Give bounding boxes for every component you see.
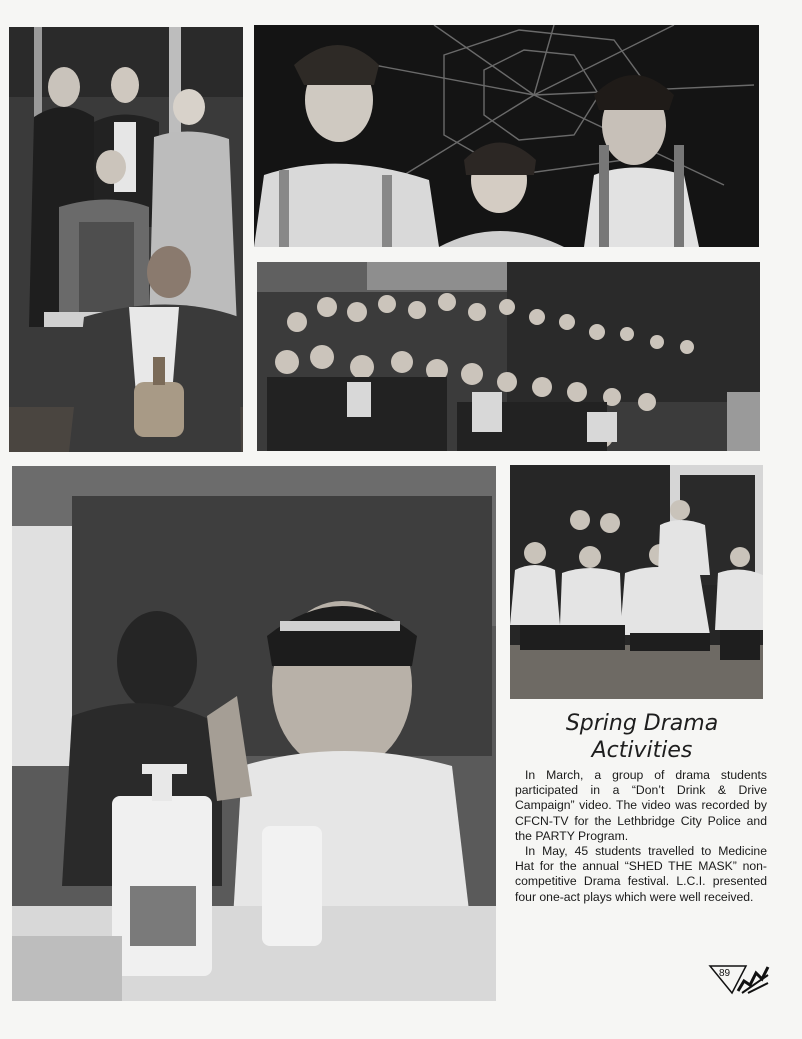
article-paragraph: In May, 45 students travelled to Medicine Hat for the annual “SHED THE MASK” non-competitive Drama festival. L.C.I. presented four one-act plays which were well received.: [515, 844, 767, 904]
title-line-2: Activities: [591, 738, 693, 763]
article-body: [515, 768, 767, 905]
makeup-mirror-photo: [12, 466, 496, 1001]
cast-group-photo: [9, 27, 243, 452]
article-paragraph: In March, a group of drama students participated in a “Don’t Drink & Drive Campaign” video. The video was recorded by CFCN-TV for the Lethbridge City Police and the PARTY Program.: [515, 768, 767, 843]
clowns-on-stage-photo: [510, 465, 763, 699]
article-title: [520, 710, 764, 764]
audience-photo: [257, 262, 760, 451]
folio-triangle-logo-icon: [708, 963, 770, 997]
spiderweb-stage-photo: [254, 25, 759, 247]
title-line-1: Spring Drama: [565, 711, 719, 736]
page-number: 89: [719, 968, 731, 979]
page-folio: [708, 963, 770, 997]
